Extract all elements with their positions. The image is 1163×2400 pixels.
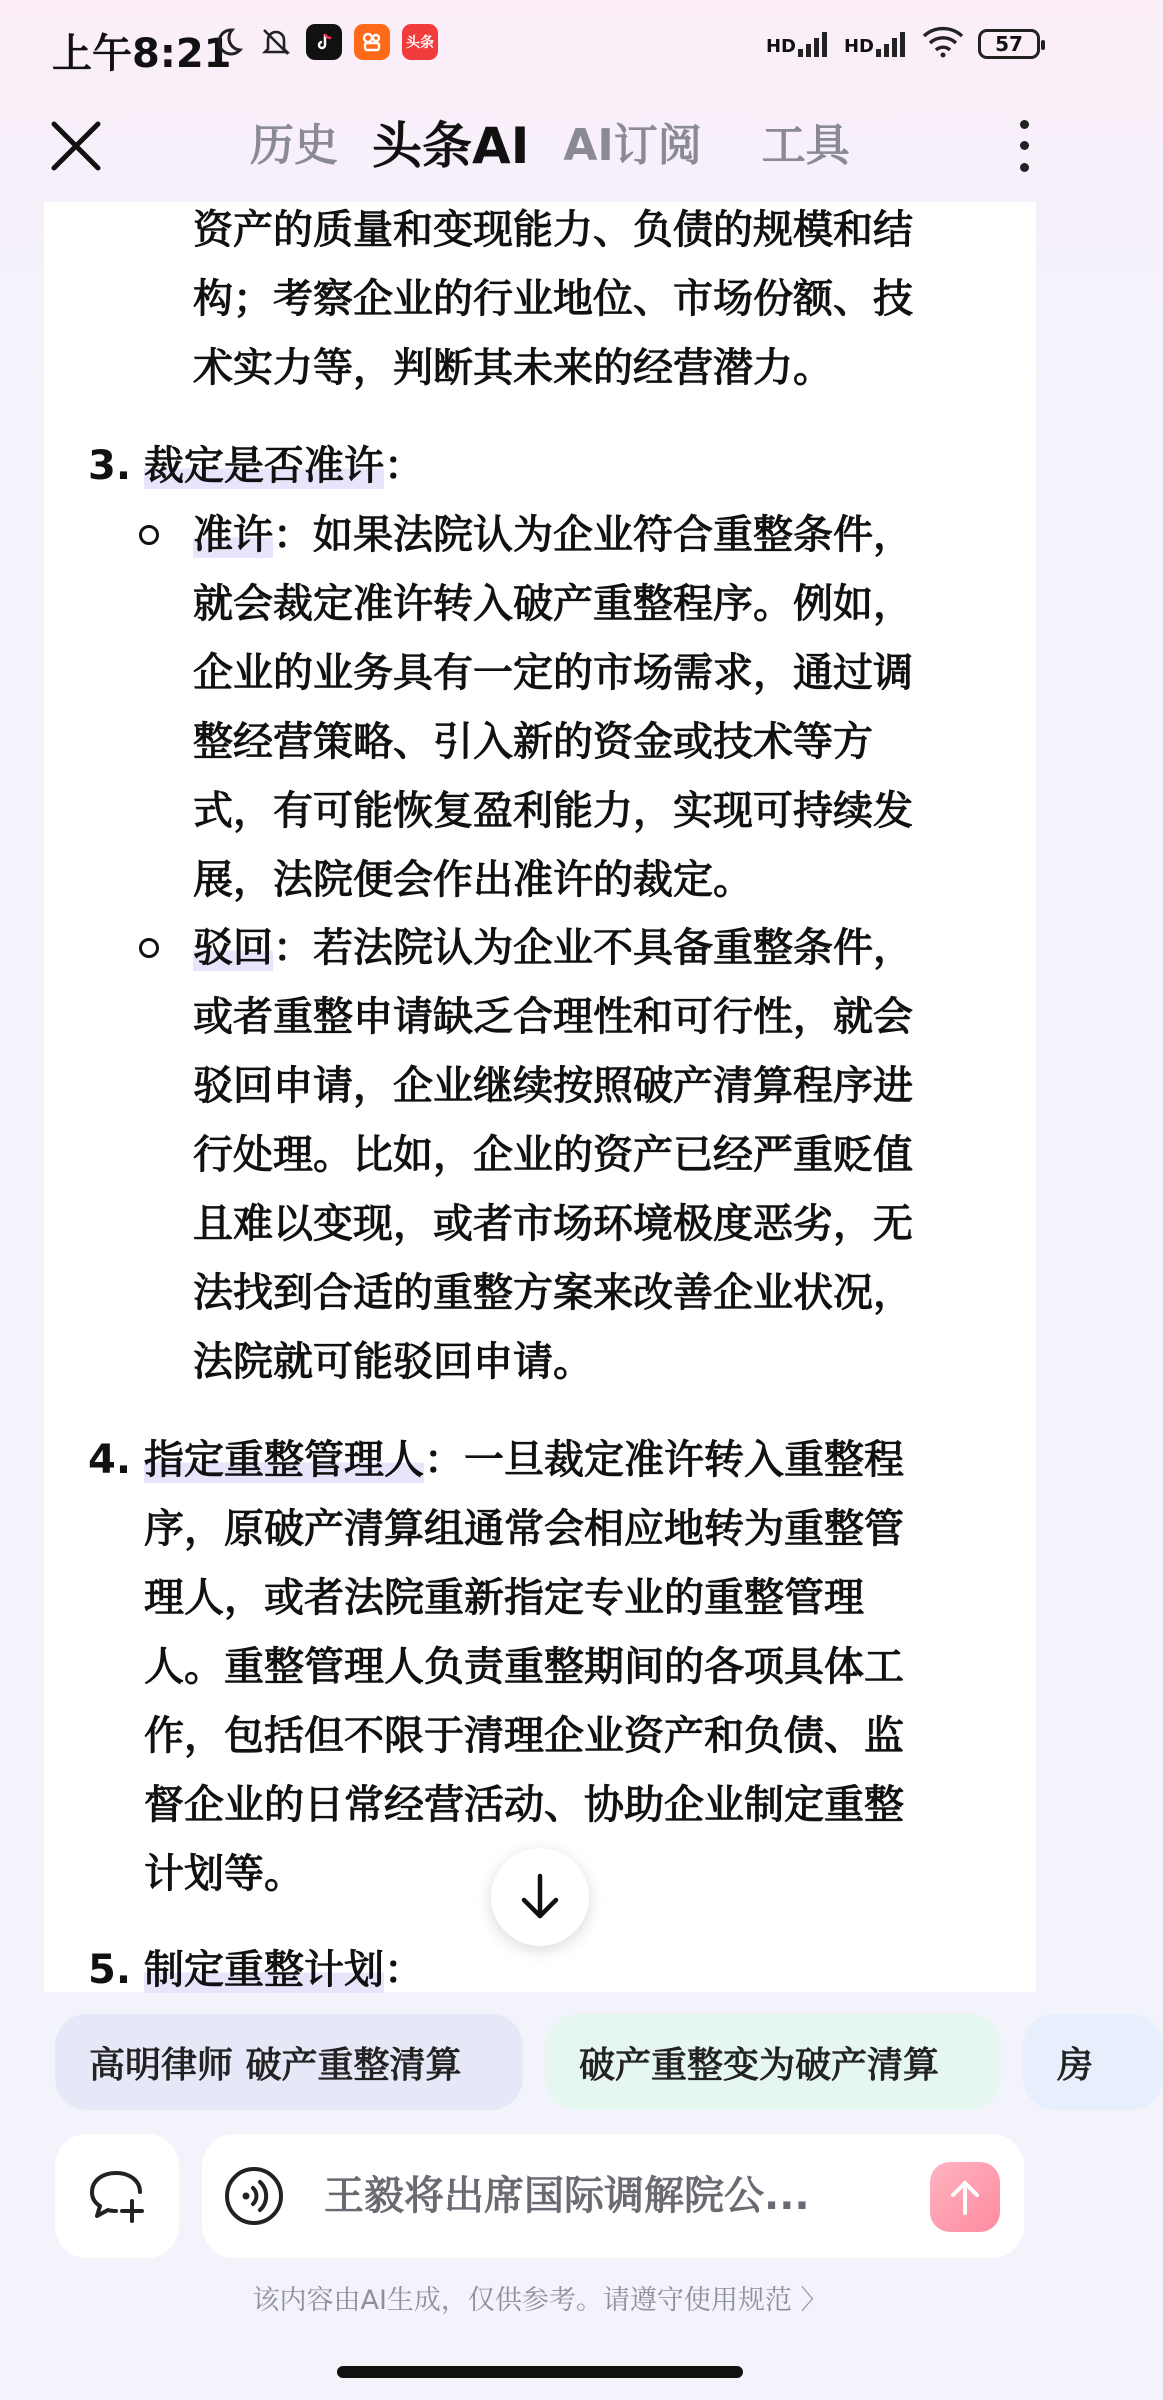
tab-ai-subscribe[interactable]: AI订阅 (563, 120, 702, 171)
text-line: 序，原破产清算组通常会相应地转为重整管 (144, 1506, 904, 1552)
new-chat-icon (86, 2167, 148, 2225)
more-dot-icon (1020, 141, 1029, 150)
status-bar (0, 0, 1080, 96)
more-dot-icon (1020, 163, 1029, 172)
more-dot-icon (1020, 120, 1029, 129)
input-text: 王毅将出席国际调解院公... (324, 2173, 810, 2219)
heading-term: 制定重整计划 (144, 1947, 384, 1993)
text-line: 资产的质量和变现能力、负债的规模和结 (193, 207, 913, 253)
arrow-up-icon (947, 2177, 983, 2217)
close-icon (44, 114, 108, 178)
suggestion-chip[interactable]: 高明律师 破产重整清算 (55, 2014, 523, 2110)
bullet-icon (139, 525, 159, 545)
voice-input-button[interactable] (224, 2166, 284, 2226)
bullet-line: 准许：如果法院认为企业符合重整条件， (193, 512, 913, 558)
text-line: 就会裁定准许转入破产重整程序。例如， (193, 581, 913, 627)
signal-2-icon: HD (844, 31, 908, 57)
top-nav (0, 100, 1080, 192)
status-icons-right (766, 26, 1040, 62)
tab-tools[interactable]: 工具 (761, 120, 850, 171)
text-line: 理人，或者法院重新指定专业的重整管理 (144, 1575, 864, 1621)
text-line: 作，包括但不限于清理企业资产和负债、监 (144, 1713, 904, 1759)
status-icons-left (210, 24, 438, 60)
battery-indicator: 57 (978, 29, 1040, 59)
text-line: 且难以变现，或者市场环境极度恶劣，无 (193, 1201, 913, 1247)
list-number: 4. (88, 1437, 132, 1483)
home-indicator[interactable] (337, 2366, 743, 2378)
kuaishou-app-icon (354, 24, 390, 60)
suggestion-chip[interactable]: 破产重整变为破产清算 (545, 2014, 1001, 2110)
ai-disclaimer-link[interactable]: 该内容由AI生成，仅供参考。请遵守使用规范 〉 (252, 2285, 828, 2316)
ai-answer-content[interactable] (44, 202, 1036, 1992)
suggestion-chips (55, 2014, 1094, 2110)
more-options-button[interactable] (1004, 114, 1044, 178)
tab-history[interactable]: 历史 (250, 120, 338, 171)
send-button[interactable] (930, 2162, 1000, 2232)
bullet-line: 驳回：若法院认为企业不具备重整条件， (193, 925, 913, 971)
chat-input[interactable] (202, 2134, 1024, 2258)
list-number: 5. (88, 1947, 132, 1993)
text-line: 式，有可能恢复盈利能力，实现可持续发 (193, 788, 913, 834)
list-item-heading: 裁定是否准许： (144, 443, 424, 489)
tiktok-app-icon (306, 24, 342, 60)
bell-muted-icon (258, 24, 294, 60)
toutiao-app-icon: 头条 (402, 24, 438, 60)
text-line: 展，法院便会作出准许的裁定。 (193, 857, 753, 903)
text-line: 法院就可能驳回申请。 (193, 1339, 593, 1385)
new-chat-button[interactable] (55, 2134, 179, 2258)
tab-toutiao-ai[interactable]: 头条AI (372, 117, 530, 175)
text-line: 或者重整申请缺乏合理性和可行性，就会 (193, 994, 913, 1040)
suggestion-chip[interactable]: 房 (1023, 2014, 1163, 2110)
text-line: 企业的业务具有一定的市场需求，通过调 (193, 650, 913, 696)
list-number: 3. (88, 443, 132, 489)
bullet-icon (139, 938, 159, 958)
heading-term: 裁定是否准许 (144, 443, 384, 489)
list-item-heading: 制定重整计划： (144, 1947, 424, 1993)
text-line: 驳回申请，企业继续按照破产清算程序进 (193, 1063, 913, 1109)
status-time: 上午8:21 (52, 31, 232, 77)
voice-icon (224, 2166, 284, 2226)
tab-bar (250, 114, 850, 178)
bullet-term: 驳回 (193, 925, 273, 971)
list-item-heading: 指定重整管理人：一旦裁定准许转入重整程 (144, 1437, 904, 1483)
wifi-icon (922, 26, 964, 62)
text-line: 行处理。比如，企业的资产已经严重贬值 (193, 1132, 913, 1178)
text-line: 法找到合适的重整方案来改善企业状况， (193, 1270, 913, 1316)
text-line: 整经营策略、引入新的资金或技术等方 (193, 719, 873, 765)
bullet-term: 准许 (193, 512, 273, 558)
scroll-to-bottom-button[interactable] (491, 1848, 589, 1946)
text-line: 计划等。 (144, 1851, 304, 1897)
heading-term: 指定重整管理人 (144, 1437, 424, 1483)
moon-icon (210, 24, 246, 60)
text-line: 人。重整管理人负责重整期间的各项具体工 (144, 1644, 904, 1690)
signal-1-icon: HD (766, 31, 830, 57)
close-button[interactable] (44, 114, 108, 178)
text-line: 督企业的日常经营活动、协助企业制定重整 (144, 1782, 904, 1828)
text-line: 构；考察企业的行业地位、市场份额、技 (193, 276, 913, 322)
text-line: 术实力等，判断其未来的经营潜力。 (193, 345, 833, 391)
arrow-down-icon (518, 1872, 562, 1922)
